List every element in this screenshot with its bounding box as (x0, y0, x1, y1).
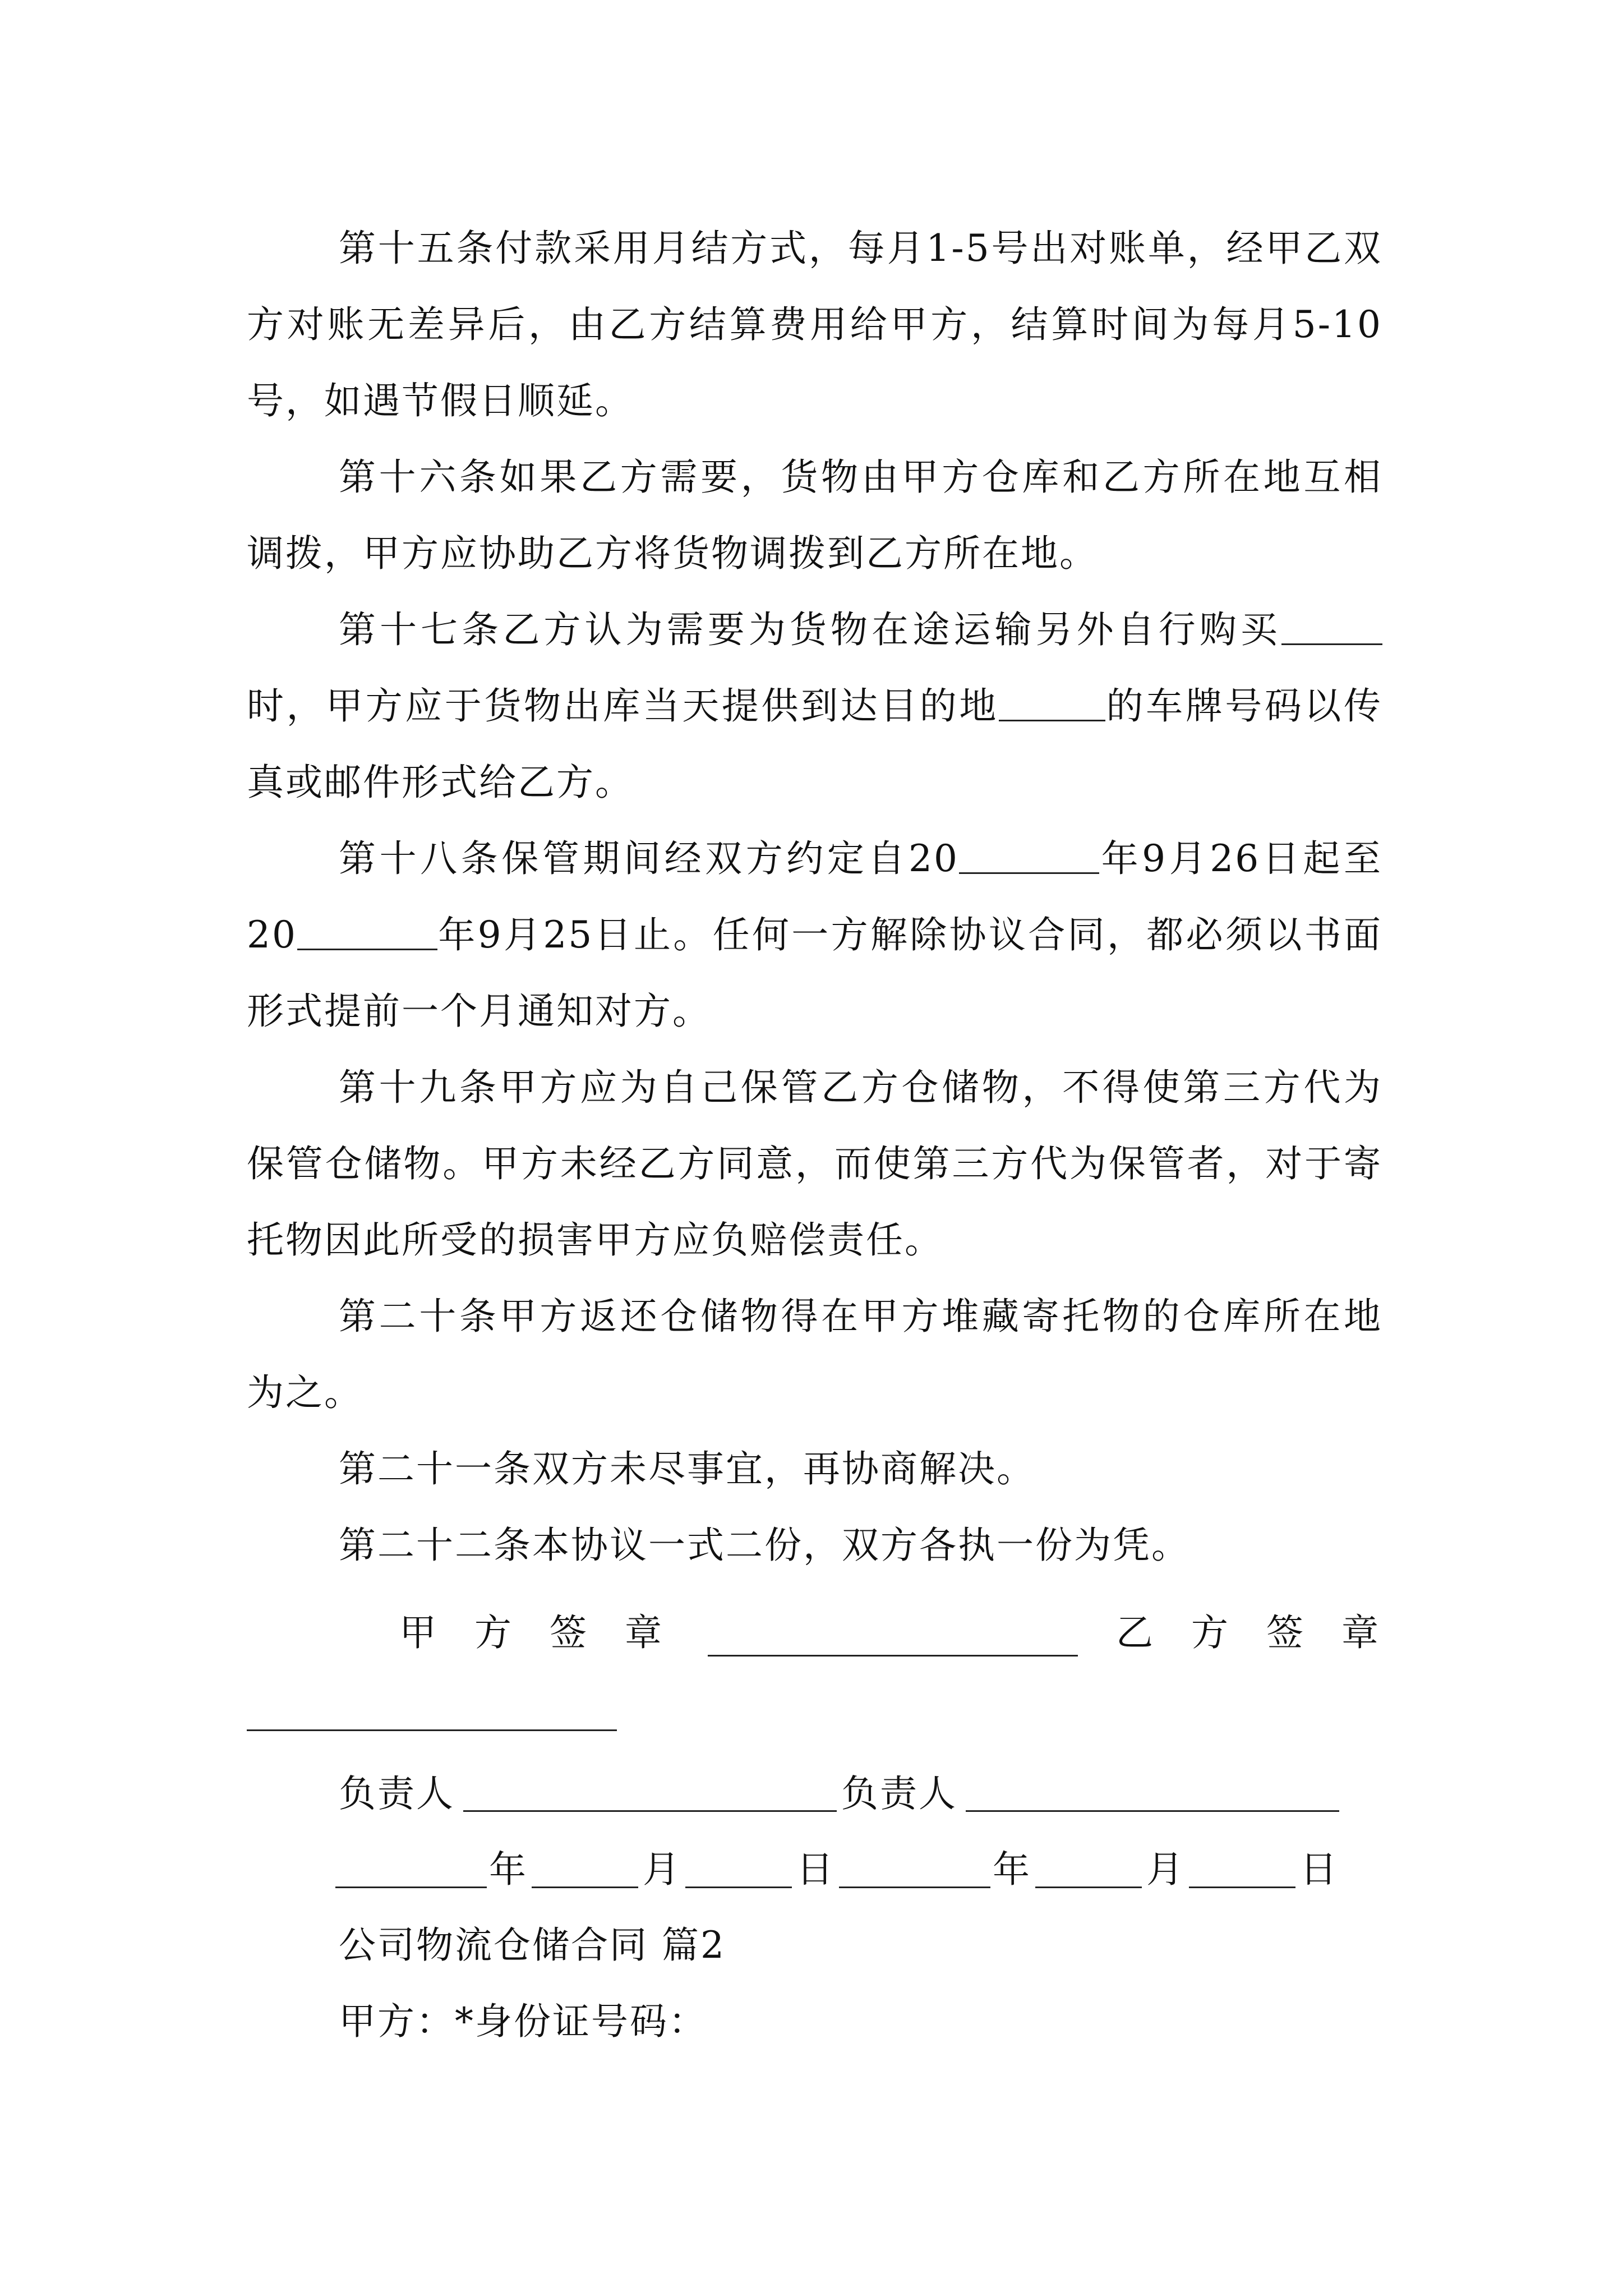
date-b-day-line (1189, 1887, 1295, 1888)
article-17-part3: 的车牌号码以传真或邮件形式给乙方。 (247, 684, 1383, 804)
date-a-year-label: 年 (489, 1848, 528, 1891)
responsible-b-label: 负责人 (841, 1772, 957, 1815)
article-19: 第十九条甲方应为自己保管乙方仓储物，不得使第三方代为保管仓储物。甲方未经乙方同意，而使第三方代为保管者，对于寄托物因此所受的损害甲方应负赔偿责任。 (247, 1066, 1382, 1262)
blank-field (297, 915, 437, 950)
date-a-month-line (532, 1887, 638, 1888)
responsible-a-line (463, 1810, 837, 1812)
article-15: 第十五条付款采用月结方式，每月1-5号出对账单，经甲乙双方对账无差异后，由乙方结算费用给甲方，结算时间为每月5-10号，如遇节假日顺延。 (247, 227, 1382, 422)
party-a-seal-line (708, 1655, 1078, 1657)
section-title: 公司物流仓储合同 篇2 (339, 1924, 726, 1967)
date-a-month-label: 月 (643, 1848, 681, 1891)
article-16: 第十六条如果乙方需要，货物由甲方仓库和乙方所在地互相调拨，甲方应协助乙方将货物调拨到乙方所在地。 (247, 455, 1382, 575)
article-17-part2: 时，甲方应于货物出库当天提供到达目的地 (247, 684, 999, 728)
article-18-part1: 第十八条保管期间经双方约定自20 (339, 837, 960, 880)
responsible-a-label: 负责人 (339, 1772, 455, 1815)
blank-field (959, 839, 1099, 874)
article-17 (247, 592, 1382, 821)
article-17-part1: 第十七条乙方认为需要为货物在途运输另外自行购买 (339, 608, 1281, 651)
article-22: 第二十二条本协议一式二份，双方各执一份为凭。 (339, 1524, 1190, 1567)
date-a-day-label: 日 (796, 1848, 835, 1891)
date-b-day-label: 日 (1300, 1848, 1339, 1891)
date-b-month-label: 月 (1146, 1848, 1185, 1891)
contract-body (247, 210, 1382, 1584)
date-a-day-line (685, 1887, 792, 1888)
party-b-seal-line (247, 1729, 617, 1731)
date-b-year-label: 年 (993, 1848, 1031, 1891)
responsible-b-line (966, 1810, 1339, 1812)
party-b-seal-label: 乙方签章 (1116, 1611, 1417, 1654)
article-18-part2: 年9月26日起至20 (247, 837, 1382, 956)
date-b-month-line (1035, 1887, 1142, 1888)
article-18-part3: 年9月25日止。任何一方解除协议合同，都必须以书面形式提前一个月通知对方。 (247, 913, 1382, 1033)
party-a-line: 甲方：*身份证号码： (339, 2000, 707, 2043)
date-a-year-line (335, 1887, 487, 1888)
blank-field (1281, 610, 1382, 645)
date-b-year-line (839, 1887, 990, 1888)
party-a-seal-label: 甲方签章 (399, 1611, 700, 1654)
blank-field (999, 687, 1105, 721)
article-18 (247, 821, 1382, 1050)
article-20: 第二十条甲方返还仓储物得在甲方堆藏寄托物的仓库所在地为之。 (247, 1295, 1382, 1414)
article-21: 第二十一条双方未尽事宜，再协商解决。 (339, 1447, 1035, 1490)
